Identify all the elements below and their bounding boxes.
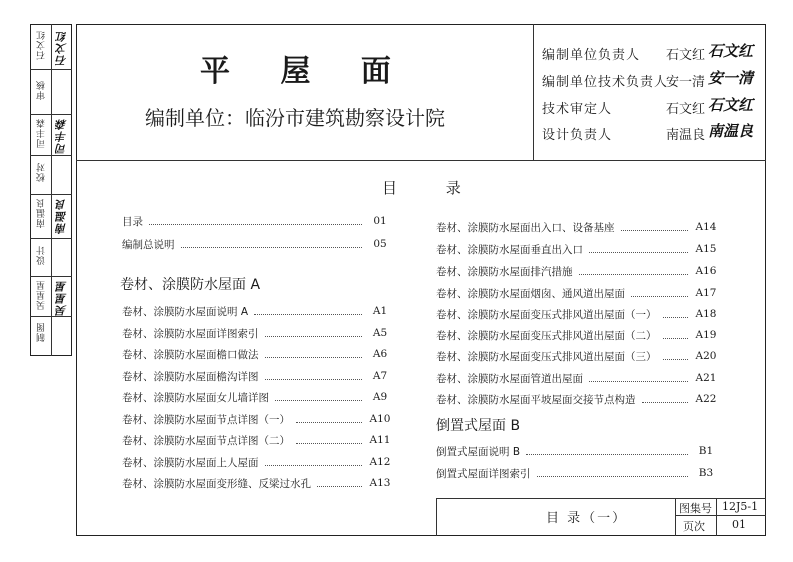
strip-label: 设计 — [37, 245, 47, 265]
compiling-unit: 编制单位：临汾市建筑勘察设计院 — [145, 106, 445, 130]
leader-dots — [317, 486, 362, 487]
toc-entry-page: B3 — [698, 467, 714, 479]
toc-entry[interactable] — [122, 368, 394, 384]
responsibility-role: 编制单位技术负责人 — [542, 75, 669, 90]
strip-line — [30, 276, 72, 277]
strip-line — [30, 194, 72, 195]
strip-line — [30, 238, 72, 239]
toc-entry-title: 卷材、涂膜防水屋面排汽措施 — [436, 265, 573, 278]
leader-dots — [526, 454, 688, 455]
approval-strip-divider — [51, 24, 52, 356]
strip-signature: 石文红 — [55, 30, 68, 66]
header-bottom-line — [76, 160, 766, 161]
signature: 南温良 — [708, 122, 754, 140]
toc-entry-title: 卷材、涂膜防水屋面变压式排风道出屋面（一） — [436, 308, 657, 321]
strip-line — [30, 114, 72, 115]
toc-entry-title: 卷材、涂膜防水屋面出入口、设备基座 — [436, 221, 615, 234]
toc-entry-title: 卷材、涂膜防水屋面变压式排风道出屋面（三） — [436, 350, 657, 363]
strip-signature: 司丰森 — [55, 118, 68, 154]
toc-entry-title: 目录 — [122, 215, 143, 228]
leader-dots — [149, 224, 362, 225]
leader-dots — [663, 359, 689, 360]
leader-dots — [537, 476, 689, 477]
responsibility-name: 石文红 — [666, 48, 706, 63]
responsibility-role: 技术审定人 — [542, 102, 613, 117]
toc-entry-title: 卷材、涂膜防水屋面节点详图（二） — [122, 434, 290, 447]
toc-entry-title: 卷材、涂膜防水屋面说明 A — [122, 305, 249, 318]
toc-entry[interactable] — [436, 219, 720, 235]
toc-entry-title: 卷材、涂膜防水屋面檐沟详图 — [122, 370, 259, 383]
toc-entry-title: 卷材、涂膜防水屋面檐口做法 — [122, 348, 259, 361]
toc-entry-title: 卷材、涂膜防水屋面女儿墙详图 — [122, 391, 269, 404]
toc-entry-title: 卷材、涂膜防水屋面垂直出入口 — [436, 243, 583, 256]
section-heading: 卷材、涂膜防水屋面 A — [120, 277, 261, 293]
responsibility-row — [542, 98, 705, 117]
strip-label: 校对 — [37, 162, 47, 182]
strip-label: 吴星星 — [37, 280, 47, 310]
toc-entry-page: A20 — [695, 350, 717, 362]
toc-entry-page: A18 — [695, 308, 717, 320]
leader-dots — [642, 402, 689, 403]
toc-entry[interactable] — [122, 325, 394, 341]
strip-label: 制图 — [37, 322, 47, 342]
toc-entry[interactable] — [436, 263, 720, 279]
footer-mid-line — [675, 498, 676, 536]
leader-dots — [631, 296, 688, 297]
strip-label: 南温良 — [37, 198, 47, 228]
toc-entry-page: A17 — [695, 287, 717, 299]
strip-label: 审核 — [37, 80, 47, 100]
responsibility-role: 设计负责人 — [542, 128, 613, 143]
toc-entry-title: 卷材、涂膜防水屋面变形缝、反梁过水孔 — [122, 477, 311, 490]
toc-entry-page: B1 — [698, 445, 714, 457]
toc-entry-page: 05 — [373, 238, 387, 250]
toc-entry-title: 卷材、涂膜防水屋面上人屋面 — [122, 456, 259, 469]
toc-entry-page: A1 — [372, 305, 388, 317]
toc-entry-title: 编制总说明 — [122, 238, 175, 251]
toc-entry-page: A9 — [372, 391, 388, 403]
toc-entry[interactable] — [122, 432, 394, 448]
toc-entry[interactable] — [436, 391, 720, 407]
toc-entry-page: A22 — [695, 393, 717, 405]
page-title: 平 屋 面 — [200, 54, 411, 89]
footer-value-line — [716, 498, 717, 536]
footer-label: 目 录（一） — [546, 511, 628, 526]
toc-entry-page: 01 — [373, 215, 387, 227]
responsibility-name: 安一清 — [666, 75, 706, 90]
leader-dots — [663, 338, 689, 339]
leader-dots — [275, 400, 362, 401]
footer-left-line — [436, 498, 437, 536]
responsibility-row — [542, 44, 705, 63]
toc-entry[interactable] — [436, 348, 720, 364]
leader-dots — [265, 379, 363, 380]
signature: 安一清 — [708, 69, 754, 87]
toc-entry[interactable] — [122, 411, 394, 427]
page-number-label: 页次 — [683, 520, 705, 533]
toc-entry-page: A10 — [369, 413, 391, 425]
toc-entry[interactable] — [436, 285, 720, 301]
toc-entry-page: A7 — [372, 370, 388, 382]
signature: 石文红 — [708, 96, 754, 114]
responsibility-row — [542, 124, 705, 143]
leader-dots — [296, 422, 362, 423]
toc-entry-title: 卷材、涂膜防水屋面平坡屋面交接节点构造 — [436, 393, 636, 406]
responsibility-name: 南温良 — [666, 128, 706, 143]
toc-entry-page: A5 — [372, 327, 388, 339]
atlas-number: 12J5-1 — [722, 500, 759, 513]
toc-entry[interactable] — [436, 465, 720, 481]
page-number: 01 — [732, 518, 746, 531]
header-divider — [533, 24, 534, 160]
toc-entry-title: 卷材、涂膜防水屋面详图索引 — [122, 327, 259, 340]
leader-dots — [265, 465, 363, 466]
toc-entry-title: 卷材、涂膜防水屋面烟囱、通风道出屋面 — [436, 287, 625, 300]
toc-entry[interactable] — [436, 306, 720, 322]
toc-entry-page: A15 — [695, 243, 717, 255]
atlas-number-label: 图集号 — [679, 502, 712, 515]
leader-dots — [296, 443, 362, 444]
toc-entry-page: A21 — [695, 372, 717, 384]
strip-signature: 吴星星 — [55, 280, 68, 316]
toc-entry-title: 卷材、涂膜防水屋面节点详图（一） — [122, 413, 290, 426]
strip-signature: 南温良 — [55, 198, 68, 234]
toc-entry-title: 倒置式屋面说明 B — [436, 445, 521, 458]
toc-entry[interactable] — [436, 327, 720, 343]
toc-entry-title: 卷材、涂膜防水屋面管道出屋面 — [436, 372, 583, 385]
toc-entry[interactable] — [436, 370, 720, 386]
section-heading: 倒置式屋面 B — [436, 418, 521, 434]
leader-dots — [579, 274, 689, 275]
strip-line — [30, 316, 72, 317]
toc-entry[interactable] — [436, 443, 720, 459]
toc-entry[interactable] — [122, 475, 394, 491]
leader-dots — [621, 230, 689, 231]
toc-entry[interactable] — [122, 236, 394, 252]
leader-dots — [181, 247, 363, 248]
strip-line — [30, 69, 72, 70]
leader-dots — [254, 314, 362, 315]
toc-entry-page: A6 — [372, 348, 388, 360]
leader-dots — [589, 252, 688, 253]
strip-label: 石文红 — [37, 30, 47, 60]
responsibility-row — [542, 71, 705, 90]
toc-entry-page: A11 — [369, 434, 391, 446]
toc-entry-page: A16 — [695, 265, 717, 277]
leader-dots — [265, 336, 363, 337]
strip-label: 司丰森 — [37, 118, 47, 148]
toc-entry[interactable] — [122, 346, 394, 362]
responsibility-role: 编制单位负责人 — [542, 48, 641, 63]
toc-heading: 目 录 — [382, 179, 483, 197]
toc-entry[interactable] — [122, 389, 394, 405]
toc-entry[interactable] — [122, 213, 394, 229]
signature: 石文红 — [708, 42, 754, 60]
leader-dots — [663, 317, 689, 318]
toc-entry[interactable] — [122, 303, 394, 319]
leader-dots — [589, 381, 688, 382]
toc-entry-page: A13 — [369, 477, 391, 489]
toc-entry[interactable] — [436, 241, 720, 257]
leader-dots — [265, 357, 363, 358]
toc-entry[interactable] — [122, 454, 394, 470]
toc-entry-page: A12 — [369, 456, 391, 468]
responsibility-name: 石文红 — [666, 102, 706, 117]
toc-entry-title: 倒置式屋面详图索引 — [436, 467, 531, 480]
toc-entry-page: A14 — [695, 221, 717, 233]
toc-entry-page: A19 — [695, 329, 717, 341]
toc-entry-title: 卷材、涂膜防水屋面变压式排风道出屋面（二） — [436, 329, 657, 342]
strip-line — [30, 155, 72, 156]
